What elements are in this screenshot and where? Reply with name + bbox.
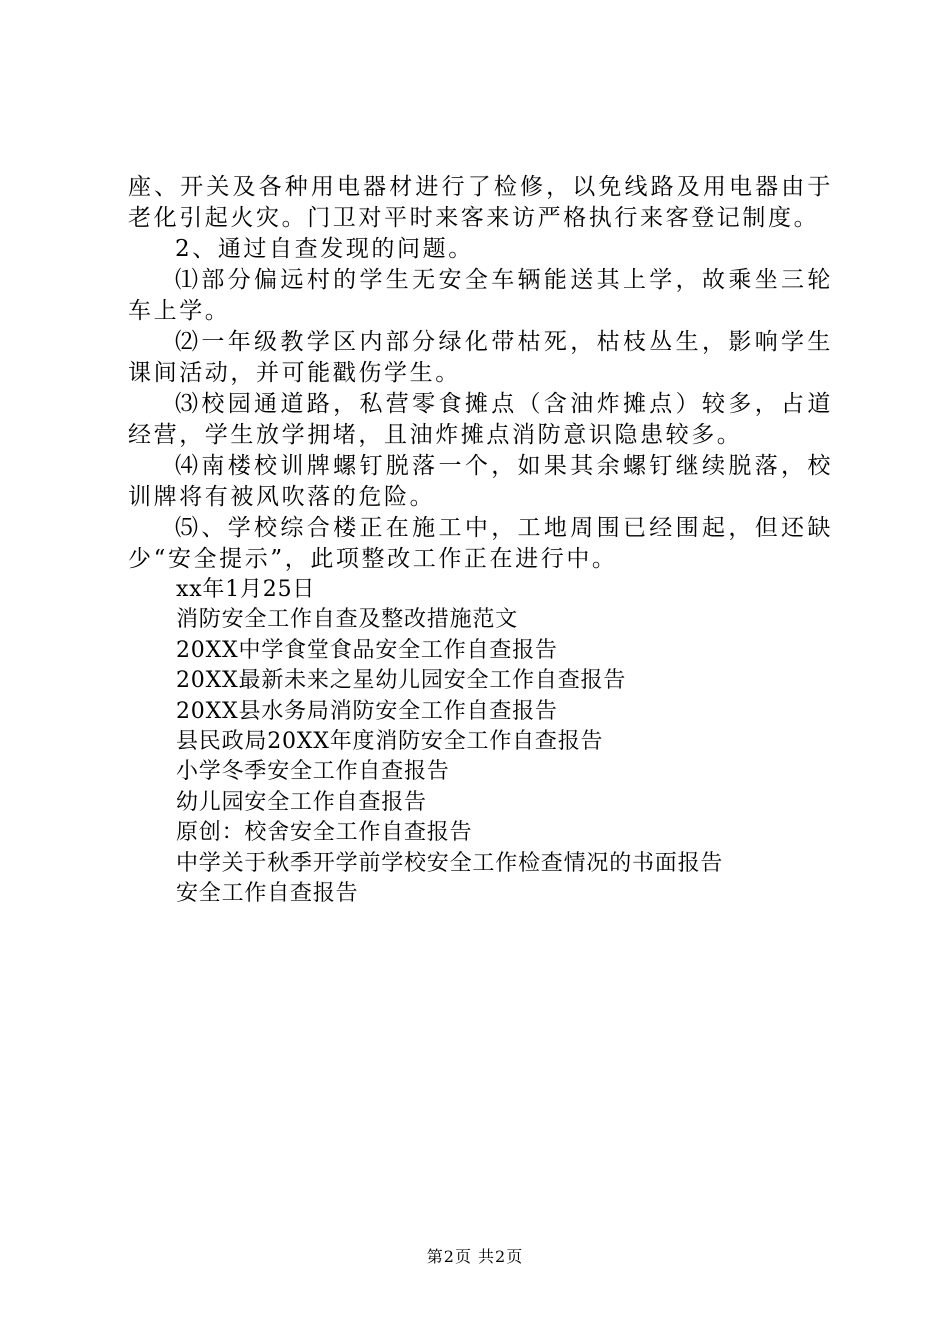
document-body	[128, 172, 833, 909]
body-paragraph: 座、开关及各种用电器材进行了检修，以免线路及用电器由于老化引起火灾。门卫对平时来客来访严格执行来客登记制度。	[128, 174, 833, 231]
related-title: 县民政局20XX年度消防安全工作自查报告	[176, 729, 604, 755]
issue-paragraph: ⑷南楼校训牌螺钉脱落一个，如果其余螺钉继续脱落，校训牌将有被风吹落的危险。	[128, 453, 833, 510]
issue-paragraph: ⑸、学校综合楼正在施工中，工地周围已经围起，但还缺少“安全提示”，此项整改工作正在进行中。	[128, 515, 833, 572]
issue-paragraph: ⑶校园通道路，私营零食摊点（含油炸摊点）较多，占道经营，学生放学拥堵，且油炸摊点消防意识隐患较多。	[128, 391, 833, 448]
section-heading: 2、通过自查发现的问题。	[175, 236, 474, 262]
related-title: 原创：校舍安全工作自查报告	[176, 820, 473, 846]
date-line: xx年1月25日	[176, 577, 316, 602]
issue-paragraph: ⑵一年级教学区内部分绿化带枯死，枯枝丛生，影响学生课间活动，并可能戳伤学生。	[128, 329, 833, 386]
related-title: 中学关于秋季开学前学校安全工作检查情况的书面报告	[176, 850, 724, 876]
related-title: 20XX最新未来之星幼儿园安全工作自查报告	[176, 668, 627, 694]
related-list	[128, 575, 833, 909]
related-title: 幼儿园安全工作自查报告	[176, 789, 427, 815]
related-title: 20XX中学食堂食品安全工作自查报告	[176, 637, 558, 663]
issue-paragraph: ⑴部分偏远村的学生无安全车辆能送其上学，故乘坐三轮车上学。	[128, 267, 833, 324]
related-title: 小学冬季安全工作自查报告	[176, 759, 450, 785]
related-title: 消防安全工作自查及整改措施范文	[176, 607, 519, 633]
related-title: 20XX县水务局消防安全工作自查报告	[176, 698, 558, 724]
related-title: 安全工作自查报告	[176, 881, 359, 907]
page-footer: 第2页 共2页	[426, 1247, 524, 1266]
